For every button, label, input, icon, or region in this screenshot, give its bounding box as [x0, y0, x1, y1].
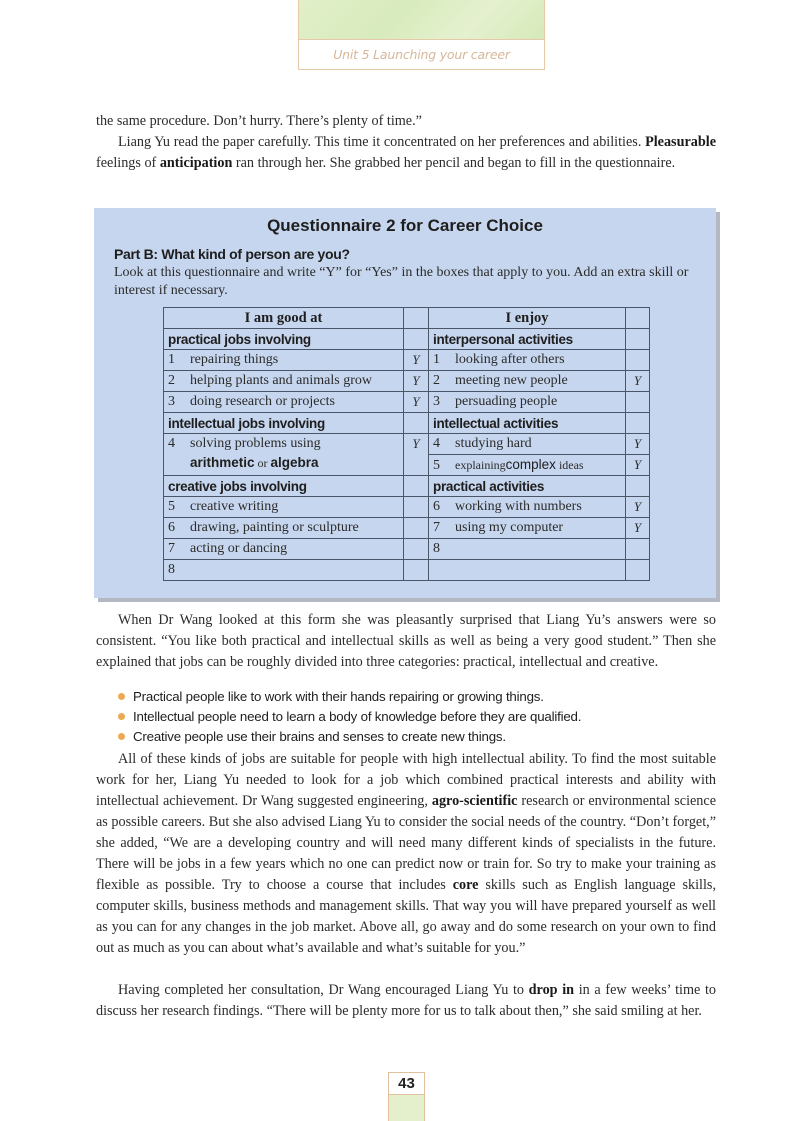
paragraph-text-b: in a few weeks’ time to discuss her research findings. “There will be plenty more for us to talk about then,” she said smiling at her. [96, 982, 716, 1019]
body-paragraph-2 [96, 749, 716, 959]
bullet-dot-icon [118, 733, 125, 740]
category-interpersonal: interpersonal activities [429, 329, 626, 350]
paragraph-text: When Dr Wang looked at this form she was pleasantly surprised that Liang Yu’s answers were so consistent. “You like both practical and intellectual skills as well as being a very good student.” Then she explained that jobs can be roughly divided into three categories: practical, intellectual and creative. [96, 612, 716, 670]
table-row [164, 350, 650, 371]
table-row [164, 476, 650, 497]
answer-box[interactable]: Y [626, 518, 650, 539]
body-paragraph-1 [96, 610, 716, 673]
paragraph-text-b: research or environmental science as possible careers. But she also advised Liang Yu to consider the social needs of the country. “Don’t forget,” she added, “We are a developing country and will need many different kinds of specialists in the future. There will be jobs in a few years which no one can predict now or train for. So try to make your training as flexible as possible. Try to choose a course that includes [96, 793, 716, 893]
list-item [118, 727, 581, 747]
item-left-solving-problems [164, 434, 404, 476]
answer-box[interactable] [626, 560, 650, 581]
questionnaire-table [163, 307, 650, 581]
answer-box[interactable] [626, 329, 650, 350]
item-text: solving problems using [190, 436, 321, 451]
banner-decoration [299, 0, 544, 40]
table-row [164, 539, 650, 560]
answer-box[interactable] [404, 539, 429, 560]
answer-box[interactable]: Y [626, 434, 650, 455]
answer-box[interactable] [404, 413, 429, 434]
questionnaire-subtitle: Part B: What kind of person are you? [114, 246, 350, 262]
answer-box[interactable] [626, 539, 650, 560]
table-row [164, 497, 650, 518]
bullet-text: Intellectual people need to learn a body of knowledge before they are qualified. [133, 709, 582, 724]
item-right [429, 455, 626, 476]
item-left [164, 350, 404, 371]
item-right [429, 392, 626, 413]
paragraph-text-c: skills such as English language skills, computer skills, business methods and management skills. That way you will have prepared yourself as well as you can for any changes in the job market. Above all, go away and do some research on your own to find out as much as you can about what’s available and what’s suitable for you.” [96, 877, 716, 956]
item-right [429, 497, 626, 518]
item-text: ideas [555, 457, 584, 472]
bullet-text: Practical people like to work with their hands repairing or growing things. [133, 689, 544, 704]
answer-box[interactable] [626, 476, 650, 497]
item-number: 3 [433, 394, 440, 409]
unit-caption: Unit 5 Launching your career [333, 47, 510, 62]
table-header-row [164, 308, 650, 329]
vocab-pleasurable: Pleasurable [645, 134, 716, 150]
item-text: repairing things [190, 352, 279, 367]
intro-text-mid: feelings of [96, 155, 160, 171]
item-right [429, 434, 626, 455]
list-item [118, 707, 581, 727]
list-item [118, 687, 581, 707]
answer-box[interactable]: Y [626, 497, 650, 518]
item-right [429, 539, 626, 560]
page-number: 43 [389, 1073, 424, 1095]
item-right-blank[interactable] [429, 560, 626, 581]
item-text: using my computer [455, 520, 564, 535]
item-text: creative writing [190, 499, 279, 514]
table-row [164, 371, 650, 392]
table-row [164, 434, 650, 455]
answer-box[interactable]: Y [626, 371, 650, 392]
category-bullet-list [118, 687, 581, 747]
item-left [164, 560, 404, 581]
answer-box[interactable] [404, 518, 429, 539]
item-left [164, 539, 404, 560]
item-text: persuading people [455, 394, 558, 409]
answer-box[interactable]: Y [404, 434, 429, 476]
item-text: doing research or projects [190, 394, 335, 409]
item-text: looking after others [455, 352, 565, 367]
questionnaire-box [94, 208, 716, 598]
category-practical-activities: practical activities [429, 476, 626, 497]
vocab-drop-in: drop in [528, 982, 575, 998]
answer-box[interactable] [626, 413, 650, 434]
questionnaire-title: Questionnaire 2 for Career Choice [267, 216, 543, 235]
header-good-at: I am good at [164, 308, 404, 329]
item-text-complex: complex [505, 456, 556, 472]
item-number: 7 [433, 520, 440, 535]
item-text-or: or [254, 456, 271, 470]
answer-box[interactable]: Y [626, 455, 650, 476]
header-blank [626, 308, 650, 329]
bullet-dot-icon [118, 713, 125, 720]
item-text: explaining [455, 457, 506, 472]
table-row [164, 329, 650, 350]
item-number: 5 [433, 457, 440, 473]
paragraph-text-a: Having completed her consultation, Dr Wang encouraged Liang Yu to [118, 982, 529, 998]
answer-box[interactable] [626, 392, 650, 413]
item-left [164, 518, 404, 539]
answer-box[interactable] [404, 497, 429, 518]
answer-box[interactable]: Y [404, 350, 429, 371]
item-left [164, 371, 404, 392]
item-right [429, 371, 626, 392]
table-row [164, 392, 650, 413]
bullet-text: Creative people use their brains and senses to create new things. [133, 729, 506, 744]
item-text-arithmetic: arithmetic [190, 455, 255, 470]
item-text-algebra: algebra [270, 455, 319, 470]
answer-box[interactable] [404, 560, 429, 581]
item-number: 1 [168, 352, 175, 367]
item-number: 5 [168, 499, 175, 514]
answer-box[interactable]: Y [404, 392, 429, 413]
header-enjoy: I enjoy [429, 308, 626, 329]
item-number: 6 [433, 499, 440, 514]
intro-text: the same procedure. Don’t hurry. There’s plenty of time.” [96, 113, 422, 129]
item-left [164, 392, 404, 413]
item-number: 7 [168, 541, 175, 556]
category-practical-jobs: practical jobs involving [164, 329, 404, 350]
item-number: 6 [168, 520, 175, 535]
unit-header-banner [298, 0, 545, 70]
answer-box[interactable] [404, 476, 429, 497]
item-number: 2 [433, 373, 440, 388]
intro-text-a: Liang Yu read the paper carefully. This time it concentrated on her preferences and abilities. [118, 134, 642, 150]
category-intellectual-activities: intellectual activities [429, 413, 626, 434]
header-blank [404, 308, 429, 329]
item-right [429, 518, 626, 539]
intro-text-end: ran through her. She grabbed her pencil and began to fill in the questionnaire. [232, 155, 676, 171]
item-number: 2 [168, 373, 175, 388]
item-text: working with numbers [455, 499, 582, 514]
item-text: studying hard [455, 436, 532, 451]
category-creative-jobs: creative jobs involving [164, 476, 404, 497]
item-right [429, 350, 626, 371]
questionnaire-instruction: Look at this questionnaire and write “Y” for “Yes” in the boxes that apply to you. Add an extra skill or interest if necessary. [114, 265, 689, 298]
page-number-tab [388, 1072, 425, 1121]
answer-box[interactable] [626, 350, 650, 371]
item-number: 4 [168, 436, 175, 451]
vocab-anticipation: anticipation [159, 155, 233, 171]
vocab-core: core [452, 877, 479, 893]
body-paragraph-3 [96, 980, 716, 1022]
table-row [164, 518, 650, 539]
item-text: helping plants and animals grow [190, 373, 372, 388]
category-intellectual-jobs: intellectual jobs involving [164, 413, 404, 434]
item-number: 8 [168, 562, 175, 577]
bullet-dot-icon [118, 693, 125, 700]
intro-paragraph [96, 132, 716, 174]
item-number: 3 [168, 394, 175, 409]
item-text: drawing, painting or sculpture [190, 520, 359, 535]
item-text: meeting new people [455, 373, 568, 388]
table-row [164, 413, 650, 434]
item-number: 4 [433, 436, 440, 451]
item-number: 8 [433, 541, 440, 556]
intro-line [96, 111, 716, 132]
item-text: acting or dancing [190, 541, 288, 556]
answer-box[interactable]: Y [404, 371, 429, 392]
item-left [164, 497, 404, 518]
item-number: 1 [433, 352, 440, 367]
answer-box[interactable] [404, 329, 429, 350]
vocab-agro-scientific: agro-scientific [431, 793, 518, 809]
table-row [164, 560, 650, 581]
paragraph-text-a: All of these kinds of jobs are suitable for people with high intellectual ability. To find the most suitable work for her, Liang Yu needed to look for a job which combined practical interests and ability with intellectual achievement. Dr Wang suggested engineering, [96, 751, 716, 809]
